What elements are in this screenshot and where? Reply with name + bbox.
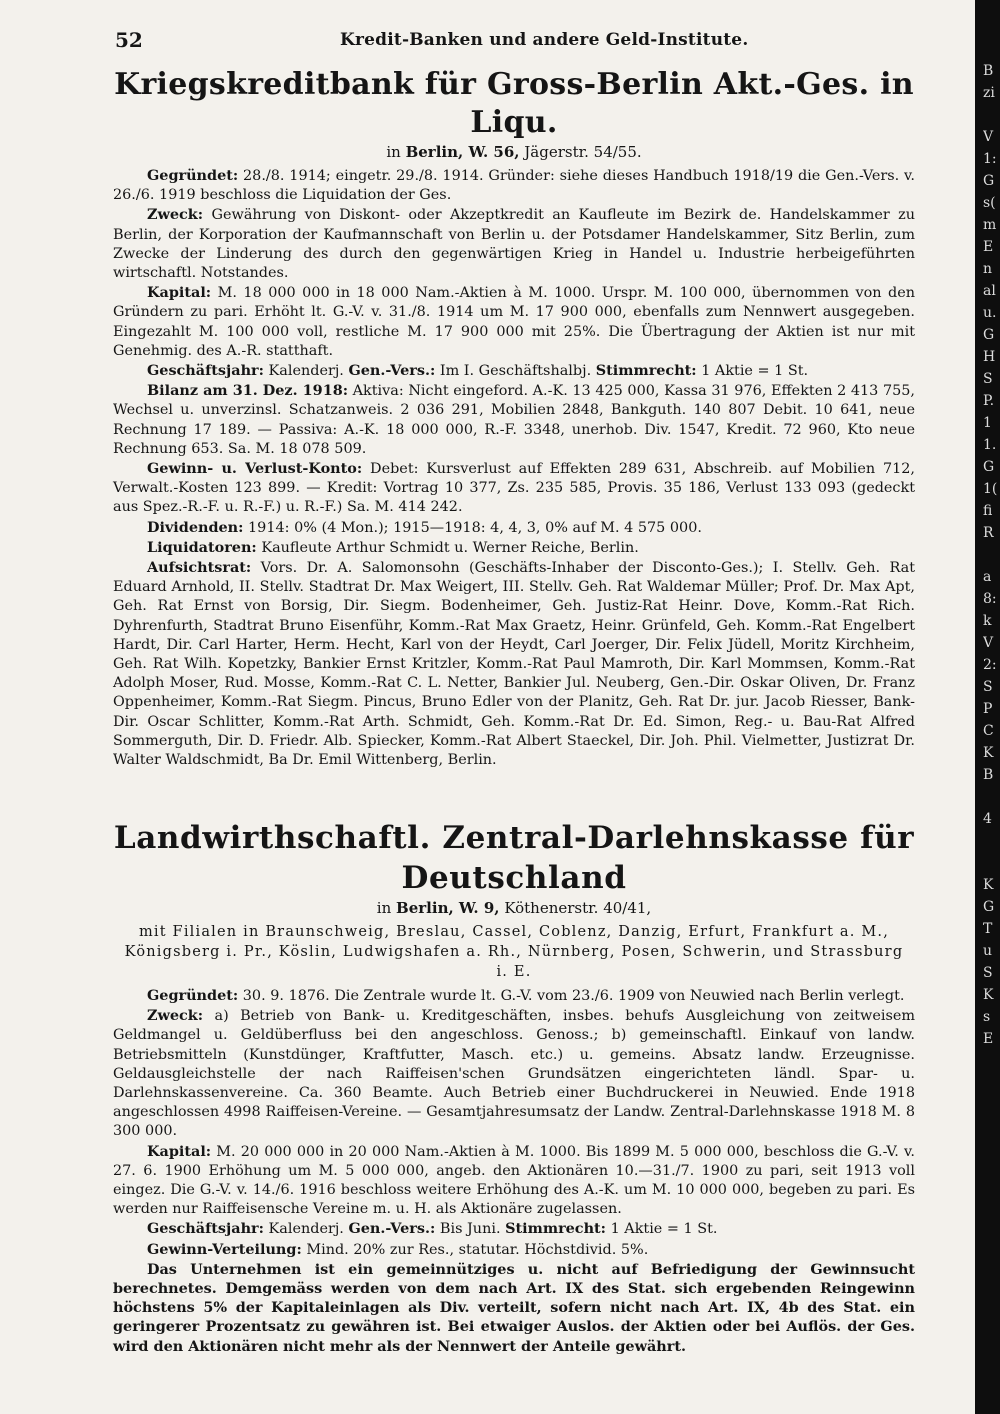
entry-address: [113, 898, 915, 918]
edge-fragment: 8:: [983, 591, 997, 607]
text-kapital: M. 20 000 000 in 20 000 Nam.-Aktien à M. 1000. Bis 1899 M. 5 000 000, beschloss die G.-V. v. 27. 6. 1900 Erhöhung um M. 5 000 000, angeb. den Aktionären 10.—31./7. 1900 zu pari, seit 1913 voll eingez. Die G.-V. v. 14./6. 1916 beschloss weitere Erhöhung des A.-K. um M. 10 000 000, begeben zu pari. Es werden nur Raiffeisensche Vereine m. u. H. als Aktionäre zugelassen.: [113, 1143, 915, 1218]
edge-fragment: V: [983, 129, 994, 145]
text-zweck: Gewährung von Diskont- oder Akzeptkredit an Kaufleute im Bezirk de. Handelskammer zu Berlin, der Korporation der Kaufmannschaft von Berlin u. der Potsdamer Handelskammer, Sitz Berlin, zum Zwecke der Linderung des durch den gegenwärtigen Krieg in Handel u. Industrie herbeigeführten wirtschaftl. Notstandes.: [113, 207, 916, 282]
address-street: Köthenerstr. 40/41,: [504, 899, 652, 917]
label-gen-vers: Gen.-Vers.:: [348, 1220, 436, 1238]
edge-fragment: u: [983, 943, 993, 959]
label-gen-vers: Gen.-Vers.:: [348, 362, 436, 380]
edge-fragment: [983, 830, 1000, 852]
running-title: Kredit-Banken und andere Geld-Institute.: [340, 30, 749, 50]
address-street: Jägerstr. 54/55.: [524, 143, 642, 161]
edge-fragment: 1(: [983, 481, 998, 497]
label-gewinn-verteilung: Gewinn-Verteilung:: [147, 1240, 302, 1258]
edge-fragment: 1: [983, 415, 992, 431]
section-gewinn-verteilung: [113, 1240, 915, 1260]
section-liquidatoren: [113, 538, 915, 558]
label-kapital: Kapital:: [147, 1142, 212, 1160]
address-city: Berlin, W. 56,: [405, 143, 520, 161]
section-aufsichtsrat: [113, 558, 915, 770]
text-gen-vers: Bis Juni.: [439, 1221, 501, 1238]
section-zweck: [113, 205, 915, 283]
entry-kriegskreditbank: [113, 66, 915, 770]
text-zweck: a) Betrieb von Bank- u. Kreditgeschäften, insbes. behufs Ausgleichung von zeitweisem Geldmangel u. Geldüberfluss bei den angeschloss. Genoss.; b) gemeinschaftl. Einkauf von landw. Betriebsmitteln (Kunstdünger, Kraftfutter, Masch. etc.) u. gemeins. Absatz landw. Erzeugnisse. Geldausgleichstelle der nach Raiffeisen'schen Grundsätzen eingerichteten ländl. Spar- u. Darlehnskassenvereine. Ca. 360 Beamte. Auch Betrieb einer Buchdruckerei in Neuwied. Ende 1918 angeschlossen 4998 Raiffeisen-Vereine. — Gesamtjahresumsatz der Landw. Zentral-Darlehnskasse 1918 M. 8 300 000.: [113, 1008, 915, 1140]
label-zweck: Zweck:: [147, 206, 204, 224]
edge-fragment: G: [983, 459, 995, 475]
edge-fragment: H: [983, 349, 996, 365]
text-gegruendet: 30. 9. 1876. Die Zentrale wurde lt. G.-V. vom 23./6. 1909 von Neuwied nach Berlin verlegt.: [242, 988, 905, 1004]
text-stimmrecht: 1 Aktie = 1 St.: [610, 1221, 718, 1238]
label-bilanz: Bilanz am 31. Dez. 1918:: [147, 382, 349, 400]
section-geschaeftsjahr: [113, 361, 915, 381]
label-stimmrecht: Stimmrecht:: [595, 362, 697, 380]
edge-fragment: P.: [983, 393, 995, 409]
edge-fragment: [983, 104, 1000, 126]
section-dividenden: [113, 518, 915, 538]
label-gegruendet: Gegründet:: [147, 987, 239, 1004]
edge-fragment: [983, 786, 1000, 808]
entry-title: Kriegskreditbank für Gross-Berlin Akt.-Ges. in Liqu.: [114, 67, 914, 140]
edge-fragment: K: [983, 877, 994, 893]
edge-fragment: al: [983, 283, 996, 299]
address-prefix: in: [386, 143, 401, 161]
text-aufsichtsrat: Vors. Dr. A. Salomonsohn (Geschäfts-Inhaber der Disconto-Ges.); I. Stellv. Geh. Rat Eduard Arnhold, II. Stellv. Stadtrat Dr. Max Weigert, III. Stellv. Geh. Rat Waldemar Müller; Prof. Dr. Max Apt, Geh. Rat Ernst von Borsig, Dir. Siegm. Bodenheimer, Geh. Justiz-Rat Heinr. Dove, Komm.-Rat Rich. Dyhrenfurth, Stadtrat Bruno Eisenführ, Komm.-Rat Max Graetz, Heinr. Grünfeld, Geh. Komm.-Rat Engelbert Hardt, Dir. Carl Harter, Herm. Hecht, Karl von der Heydt, Carl Joerger, Dir. Felix Jüdell, Moritz Kirchheim, Geh. Rat Wilh. Kopetzky, Bankier Ernst Kritzler, Komm.-Rat Paul Mamroth, Dir. Karl Mommsen, Komm.-Rat Adolph Moser, Rud. Mosse, Komm.-Rat C. L. Netter, Bankier Jul. Neuberg, Gen.-Dir. Oskar Oliven, Dr. Franz Oppenheimer, Komm.-Rat Siegm. Pincus, Bruno Edler von der Planitz, Geh. Rat Dr. jur. Jacob Riesser, Bank-Dir. Oscar Schlitter, Komm.-Rat Arth. Schmidt, Geh. Komm.-Rat Dr. Ed. Simon, Reg.- u. Bau-Rat Alfred Sommerguth, Dir. D. Friedr. Alb. Spiecker, Komm.-Rat Albert Staeckel, Dir. Joh. Phil. Vielmetter, Justizrat Dr. Walter Waldschmidt, Ba Dr. Emil Wittenberg, Berlin.: [113, 560, 915, 769]
entry-title: Landwirthschaftl. Zentral-Darlehnskasse für Deutschland: [113, 820, 915, 896]
section-kapital: [113, 1142, 915, 1220]
entry-zentral-darlehnskasse: [113, 818, 915, 1356]
label-gegruendet: Gegründet:: [147, 167, 239, 184]
text-liquidatoren: Kaufleute Arthur Schmidt u. Werner Reiche, Berlin.: [261, 539, 639, 556]
edge-fragment: 1:: [983, 151, 997, 167]
edge-fragment: K: [983, 745, 994, 761]
edge-fragment: E: [983, 239, 994, 255]
edge-fragment: T: [983, 921, 993, 937]
text-bilanz: Aktiva: Nicht eingeford. A.-K. 13 425 000, Kassa 31 976, Effekten 2 413 755, Wechsel u. unverzinsl. Schatzanweis. 2 036 291, Mobilien 2848, Bankguth. 140 807 Debit. 10 641, neue Rechnung 17 189. — Passiva: A.-K. 18 000 000, R.-F. 3348, unerhob. Div. 1547, Kredit. 72 960, Kto neue Rechnung 653. Sa. M. 18 078 509.: [113, 383, 915, 457]
edge-fragment: G: [983, 173, 995, 189]
edge-fragment: n: [983, 261, 993, 277]
edge-fragment: S: [983, 679, 993, 695]
text-gen-vers: Im I. Geschäftshalbj.: [439, 363, 592, 380]
text-gegruendet: 28./8. 1914; eingetr. 29./8. 1914. Gründer: siehe dieses Handbuch 1918/19 die Gen.-Vers. v. 26./6. 1919 beschloss die Liquidation der Ges.: [113, 168, 915, 204]
text-kapital: M. 18 000 000 in 18 000 Nam.-Aktien à M. 1000. Urspr. M. 100 000, übernommen von den Gründern zu pari. Erhöht lt. G.-V. v. 31./8. 1914 um M. 17 900 000, ebenfalls zum Nennwert ausgegeben. Eingezahlt M. 100 000 voll, restliche M. 17 900 000 mit 25%. Die Übertragung der Aktien ist nur mit Genehmig. des A.-R. statthaft.: [113, 285, 916, 359]
label-zweck: Zweck:: [147, 1007, 204, 1025]
edge-fragment: a: [983, 569, 992, 585]
label-aufsichtsrat: Aufsichtsrat:: [147, 559, 252, 577]
running-header: [115, 28, 915, 54]
edge-fragment: [983, 852, 1000, 874]
label-stimmrecht: Stimmrecht:: [505, 1220, 606, 1238]
section-gegruendet: [113, 986, 915, 1006]
section-kapital: [113, 283, 915, 361]
edge-fragment: S: [983, 371, 993, 387]
adjacent-page-edge: [983, 60, 1000, 1050]
edge-fragment: 4: [983, 811, 992, 827]
text-gewinn-verteilung: Mind. 20% zur Res., statutar. Höchstdivid. 5%.: [306, 1241, 649, 1258]
address-prefix: in: [376, 899, 392, 917]
edge-fragment: [983, 544, 1000, 566]
edge-fragment: B: [983, 767, 994, 783]
edge-fragment: R: [983, 525, 994, 541]
section-bilanz: [113, 381, 915, 459]
label-gewinn-verlust: Gewinn- u. Verlust-Konto:: [147, 460, 363, 478]
edge-fragment: s(: [983, 195, 996, 211]
edge-fragment: G: [983, 899, 995, 915]
section-gewinn-verlust: [113, 459, 915, 518]
edge-fragment: K: [983, 987, 994, 1003]
edge-fragment: u.: [983, 305, 997, 321]
edge-fragment: fi: [983, 503, 993, 519]
text-geschaeftsjahr: Kalenderj.: [268, 363, 344, 380]
edge-fragment: B: [983, 63, 994, 79]
section-geschaeftsjahr: [113, 1219, 915, 1239]
text-stimmrecht: 1 Aktie = 1 St.: [701, 363, 809, 380]
section-gegruendet: [113, 166, 915, 205]
edge-fragment: C: [983, 723, 994, 739]
section-schluss: Das Unternehmen ist ein gemeinnütziges u. nicht auf Befriedigung der Gewinnsucht berechnetes. Demgemäss werden von dem nach Art. IX des Stat. sich ergebenden Reingewinn höchstens 5% der Kapitaleinlagen als Div. verteilt, sofern nicht nach Art. IX, 4b des Stat. ein geringerer Prozentsatz zu gewähren ist. Bei etwaiger Auslos. der Aktien oder bei Auflös. der Ges. wird den Aktionären nicht mehr als der Nennwert der Anteile gewährt.: [113, 1260, 915, 1355]
section-zweck: [113, 1006, 915, 1141]
edge-fragment: S: [983, 965, 993, 981]
edge-fragment: 2:: [983, 657, 997, 673]
edge-fragment: zi: [983, 85, 995, 101]
edge-fragment: s: [983, 1009, 991, 1025]
edge-fragment: E: [983, 1031, 994, 1047]
edge-fragment: k: [983, 613, 992, 629]
label-liquidatoren: Liquidatoren:: [147, 538, 257, 556]
label-kapital: Kapital:: [147, 284, 212, 302]
label-geschaeftsjahr: Geschäftsjahr:: [147, 362, 264, 380]
page-number: 52: [115, 28, 143, 52]
entry-address: [113, 142, 915, 162]
text-geschaeftsjahr: Kalenderj.: [268, 1221, 344, 1238]
edge-fragment: G: [983, 327, 995, 343]
text-dividenden: 1914: 0% (4 Mon.); 1915—1918: 4, 4, 3, 0% auf M. 4 575 000.: [248, 519, 702, 536]
edge-fragment: P: [983, 701, 993, 717]
label-dividenden: Dividenden:: [147, 518, 244, 536]
edge-fragment: m: [983, 217, 997, 233]
edge-fragment: 1.: [983, 437, 997, 453]
branch-list: mit Filialen in Braunschweig, Breslau, Cassel, Coblenz, Danzig, Erfurt, Frankfurt a. M., Königsberg i. Pr., Köslin, Ludwigshafen a. Rh., Nürnberg, Posen, Schwerin, und Strassburg i. E.: [124, 924, 904, 980]
edge-fragment: V: [983, 635, 994, 651]
text-gewinn-verlust: Debet: Kursverlust auf Effekten 289 631, Abschreib. auf Mobilien 712, Verwalt.-Kosten 123 899. — Kredit: Vortrag 10 377, Zs. 235 585, Provis. 35 186, Verlust 133 093 (gedeckt aus Spez.-R.-F. u. R.-F.) u. R.-F.) Sa. M. 414 242.: [113, 461, 916, 516]
label-geschaeftsjahr: Geschäftsjahr:: [147, 1220, 264, 1238]
address-city: Berlin, W. 9,: [396, 899, 500, 917]
